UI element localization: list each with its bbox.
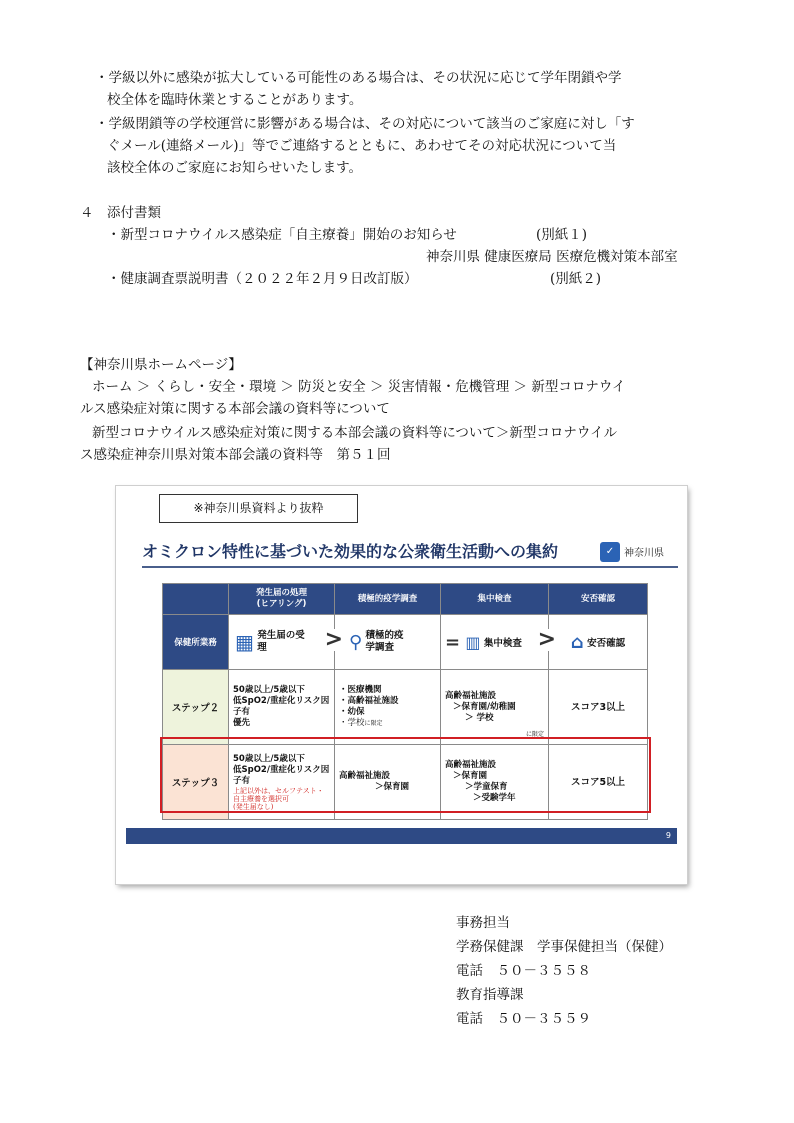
kanagawa-logo-text: 神奈川県: [624, 548, 664, 559]
step2-notification-l1: 50歳以上/5歳以下: [233, 685, 305, 695]
step2-epi-l4: ・学校: [339, 718, 365, 728]
header-blank: [163, 584, 229, 615]
step3-test-l2: ＞保育園: [453, 771, 488, 781]
equals-icon: =: [445, 631, 461, 653]
bullet-2-line2: ぐメール(連絡メール)」等でご連絡するとともに、あわせてその対応状況について当: [107, 138, 617, 154]
excerpt-note: ※神奈川県資料より抜粋: [159, 494, 358, 523]
flow-epi-survey-label: 積極的疫学調査: [365, 630, 404, 653]
contact-dept-label: 事務担当: [456, 915, 510, 931]
step3-test-l4: ＞受験学年: [473, 793, 516, 803]
bullet-2-line1: ・学級閉鎖等の学校運営に影響がある場合は、その対応について該当のご家庭に対し「す: [95, 116, 635, 132]
step2-test-l3: ＞ 学校: [465, 712, 494, 723]
step2-test-note: に限定: [525, 731, 544, 738]
building-icon: ▦: [235, 630, 254, 654]
attachment-2-ref: (別紙２): [550, 271, 602, 287]
step2-epi-l1: ・医療機関: [339, 685, 382, 695]
step2-epi-l3: ・幼保: [339, 707, 365, 717]
header-notification: 発生届の処理 (ヒアリング): [229, 584, 335, 615]
step2-epi-survey: [335, 670, 441, 745]
step3-notification-l2: 低SpO2/重症化リスク因子有: [233, 764, 330, 786]
magnifier-icon: ⚲: [349, 631, 363, 653]
bullet-2-line3: 該校全体のご家庭にお知らせいたします。: [107, 160, 363, 176]
step3-test-l3: ＞学童保育: [465, 782, 508, 792]
attachment-1-ref: (別紙１): [536, 227, 588, 243]
step3-safety-check: スコア5以上: [549, 745, 648, 820]
step2-notification-l2: 低SpO2/重症化リスク因子有: [233, 696, 330, 717]
contact-section-2: 教育指導課: [456, 987, 524, 1003]
hospital-icon: ▥: [465, 632, 481, 652]
flow-intensive-test: [441, 615, 556, 670]
step2-intensive-test: [441, 670, 549, 745]
header-intensive-test: 集中検査: [441, 584, 549, 615]
slide-excerpt: [116, 486, 687, 884]
slide-footer-bar: [126, 828, 677, 844]
bullet-1-line1: ・学級以外に感染が拡大している可能性のある場合は、その状況に応じて学年閉鎖や学: [95, 70, 622, 86]
contact-phone-1: 電話 ５０－３５５８: [456, 963, 591, 979]
header-safety-check: 安否確認: [549, 584, 648, 615]
flow-epi-survey: [335, 615, 441, 670]
arrow-right-icon: >: [324, 627, 343, 652]
flow-intensive-test-label: 集中検査: [483, 638, 522, 649]
kanagawa-logo-icon: ✓: [600, 542, 620, 562]
step2-notification: [229, 670, 335, 745]
contact-phone-2: 電話 ５０－３５５９: [456, 1011, 591, 1027]
flow-notification: [229, 615, 343, 670]
header-epi-survey: 積極的疫学調査: [335, 584, 441, 615]
slide-page-number: 9: [665, 831, 671, 840]
step3-notification-l1: 50歳以上/5歳以下: [233, 753, 305, 764]
attachment-1: ・新型コロナウイルス感染症「自主療養」開始のお知らせ: [107, 227, 457, 243]
step2-safety-check: スコア3以上: [549, 670, 648, 745]
step3-highlight-frame: [160, 737, 651, 813]
homepage-path1-line1: ホーム ＞ くらし・安全・環境 ＞ 防災と安全 ＞ 災害情報・危機管理 ＞ 新型コロナウイ: [92, 379, 626, 395]
flow-safety-check: [549, 615, 648, 670]
step2-test-l2: ＞保育園/幼稚園: [453, 701, 516, 712]
step3-epi-l1: 高齢福祉施設: [339, 771, 391, 781]
contact-section-1: 学務保健課 学事保健担当（保健）: [456, 939, 672, 955]
attachment-2: ・健康調査票説明書（２０２２年２月９日改訂版）: [107, 271, 418, 287]
homepage-heading: 【神奈川県ホームページ】: [80, 357, 242, 373]
arrow-right-icon-2: >: [537, 627, 556, 652]
title-rule: [142, 566, 678, 568]
house-icon: ⌂: [570, 631, 584, 653]
step3-notification-red2: (発生届なし): [233, 802, 274, 811]
flow-safety-check-label: 安否確認: [587, 638, 626, 649]
step2-epi-l4-note: に限定: [364, 720, 383, 727]
row-label-health-center: 保健所業務: [163, 615, 229, 670]
step2-test-l1: 高齢福祉施設: [445, 690, 497, 701]
flow-notification-label: 発生届の受理: [257, 630, 305, 653]
bullet-1-line2: 校全体を臨時休業とすることがあります。: [107, 92, 363, 108]
section4-heading: ４ 添付書類: [80, 205, 161, 221]
kanagawa-logo: [600, 542, 680, 562]
step3-epi-l2: ＞保育園: [375, 782, 410, 792]
step2-epi-l2: ・高齢福祉施設: [339, 696, 399, 706]
row-label-step3: ステップ３: [163, 745, 229, 820]
step2-notification-l3: 優先: [233, 718, 251, 728]
homepage-path2-line1: 新型コロナウイルス感染症対策に関する本部会議の資料等について＞新型コロナウイル: [92, 425, 618, 441]
homepage-path1-line2: ルス感染症対策に関する本部会議の資料等について: [80, 401, 390, 417]
step3-notification-red1: 上記以外は、セルフテスト・自主療養を選択可: [233, 786, 324, 803]
row-label-step2: ステップ２: [163, 670, 229, 745]
slide-title: オミクロン特性に基づいた効果的な公衆衛生活動への集約: [142, 542, 559, 561]
attachment-1-source: 神奈川県 健康医療局 医療危機対策本部室: [426, 249, 678, 265]
step3-test-l1: 高齢福祉施設: [445, 760, 497, 770]
homepage-path2-line2: ス感染症神奈川県対策本部会議の資料等 第５１回: [80, 447, 391, 463]
